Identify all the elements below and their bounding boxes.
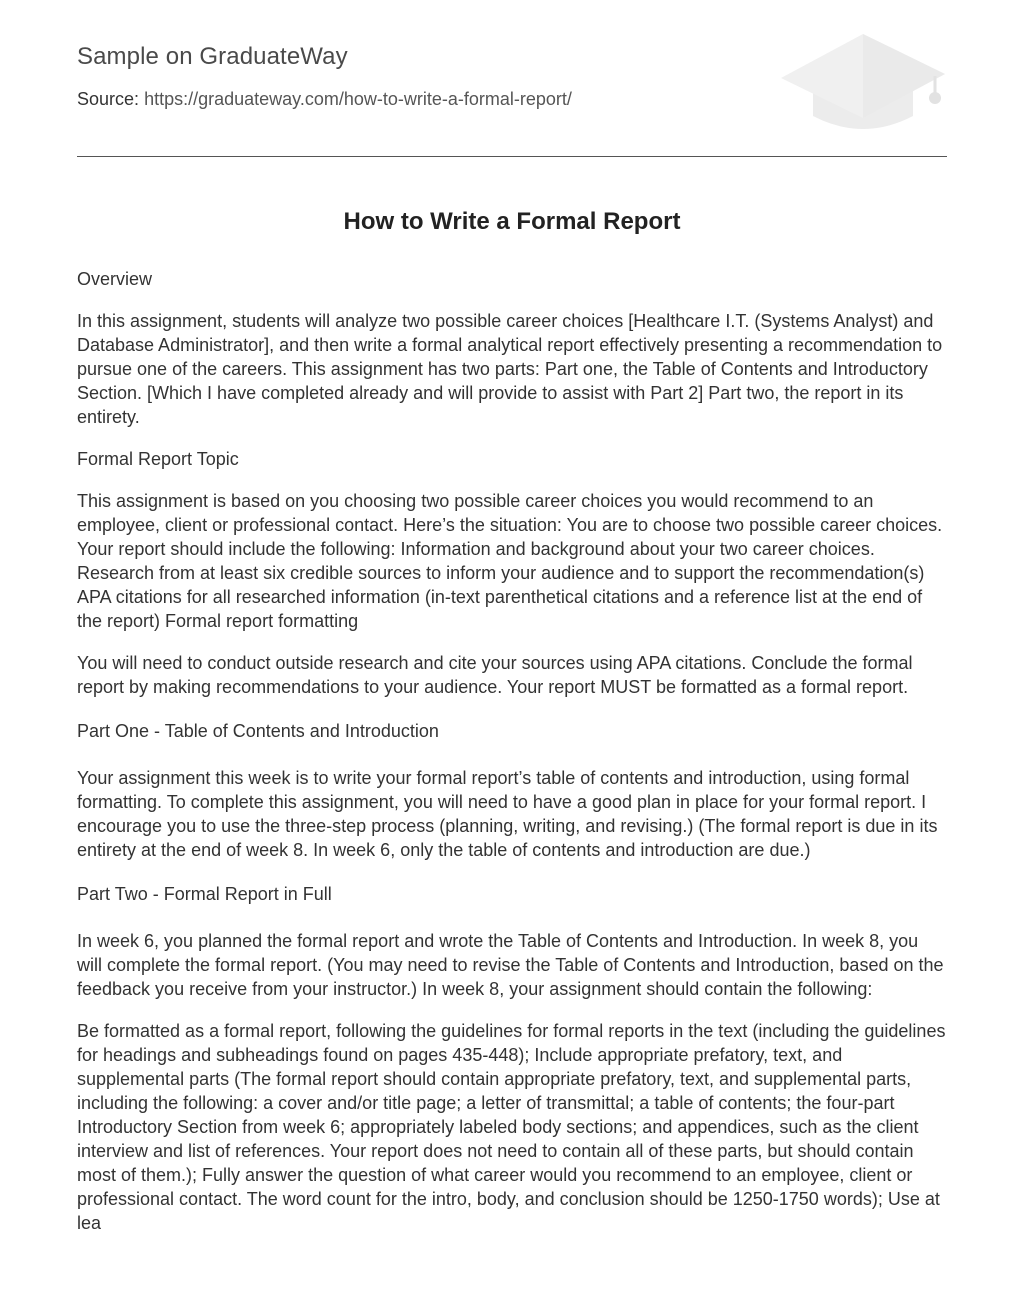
topic-paragraph: This assignment is based on you choosing two possible career choices you would recommend to an employee, client or professional contact. Here’s the situation: You are to choose two possible career choices. Your report should include the following: Information and background about your two career choices. Research from at least six credible sources to inform your audience and to support the recommendation(s) APA citations for all researched information (in-text parenthetical citations and a reference list at the end of the report) Formal report formatting (77, 491, 943, 631)
part-two-paragraph: In week 6, you planned the formal report and wrote the Table of Contents and Introduction. In week 8, you will complete the formal report. (You may need to revise the Table of Contents and Introduction, based on the feedback you receive from your instructor.) In week 8, your assignment should contain the following: (77, 931, 944, 999)
overview-paragraph: In this assignment, students will analyze two possible career choices [Healthcare I.T. (Systems Analyst) and Database Administrator], and then write a formal analytical report effectively presenting a recommendation to pursue one of the careers. This assignment has two parts: Part one, the Table of Contents and Introductory Section. [Which I have completed already and will provide to assist with Part 2] Part two, the report in its entirety. (77, 311, 943, 427)
part-one-paragraph: Your assignment this week is to write your formal report’s table of contents and introduction, using formal formatting. To complete this assignment, you will need to have a good plan in place for your formal report. I encourage you to use the three-step process (planning, writing, and revising.) (The formal report is due in its entirety at the end of week 8. In week 6, only the table of contents and introduction are due.) (77, 768, 938, 860)
site-header (77, 0, 947, 157)
overview-heading: Overview (77, 269, 153, 289)
site-title[interactable]: Sample on GraduateWay (77, 43, 348, 70)
page (77, 0, 947, 1253)
source-line (77, 89, 572, 110)
document-title: How to Write a Formal Report (343, 208, 681, 235)
source-link[interactable]: https://graduateway.com/how-to-write-a-formal-report/ (144, 89, 572, 109)
part-one-heading: Part One - Table of Contents and Introduction (77, 721, 439, 741)
document-body (77, 267, 947, 1235)
graduation-cap-icon (779, 30, 947, 134)
requirements-paragraph: Be formatted as a formal report, following the guidelines for formal reports in the text (including the guidelines for headings and subheadings found on pages 435-448); Include appropriate prefatory, text, and supplemental parts (The formal report should contain appropriate prefatory, text, and supplemental parts, including the following: a cover and/or title page; a letter of transmittal; a table of contents; the four-part Introductory Section from week 6; appropriately labeled body sections; and appendices, such as the client interview and list of references. Your report does not need to contain all of these parts, but should contain most of them.); Fully answer the question of what career would you recommend to an employee, client or professional contact. The word count for the intro, body, and conclusion should be 1250-1750 words); Use at lea (77, 1021, 946, 1233)
topic-heading: Formal Report Topic (77, 449, 239, 469)
source-label: Source: (77, 89, 140, 109)
research-paragraph: You will need to conduct outside research and cite your sources using APA citations. Conclude the formal report by making recommendations to your audience. Your report MUST be formatted as a formal report. (77, 653, 913, 697)
part-two-heading: Part Two - Formal Report in Full (77, 884, 332, 904)
